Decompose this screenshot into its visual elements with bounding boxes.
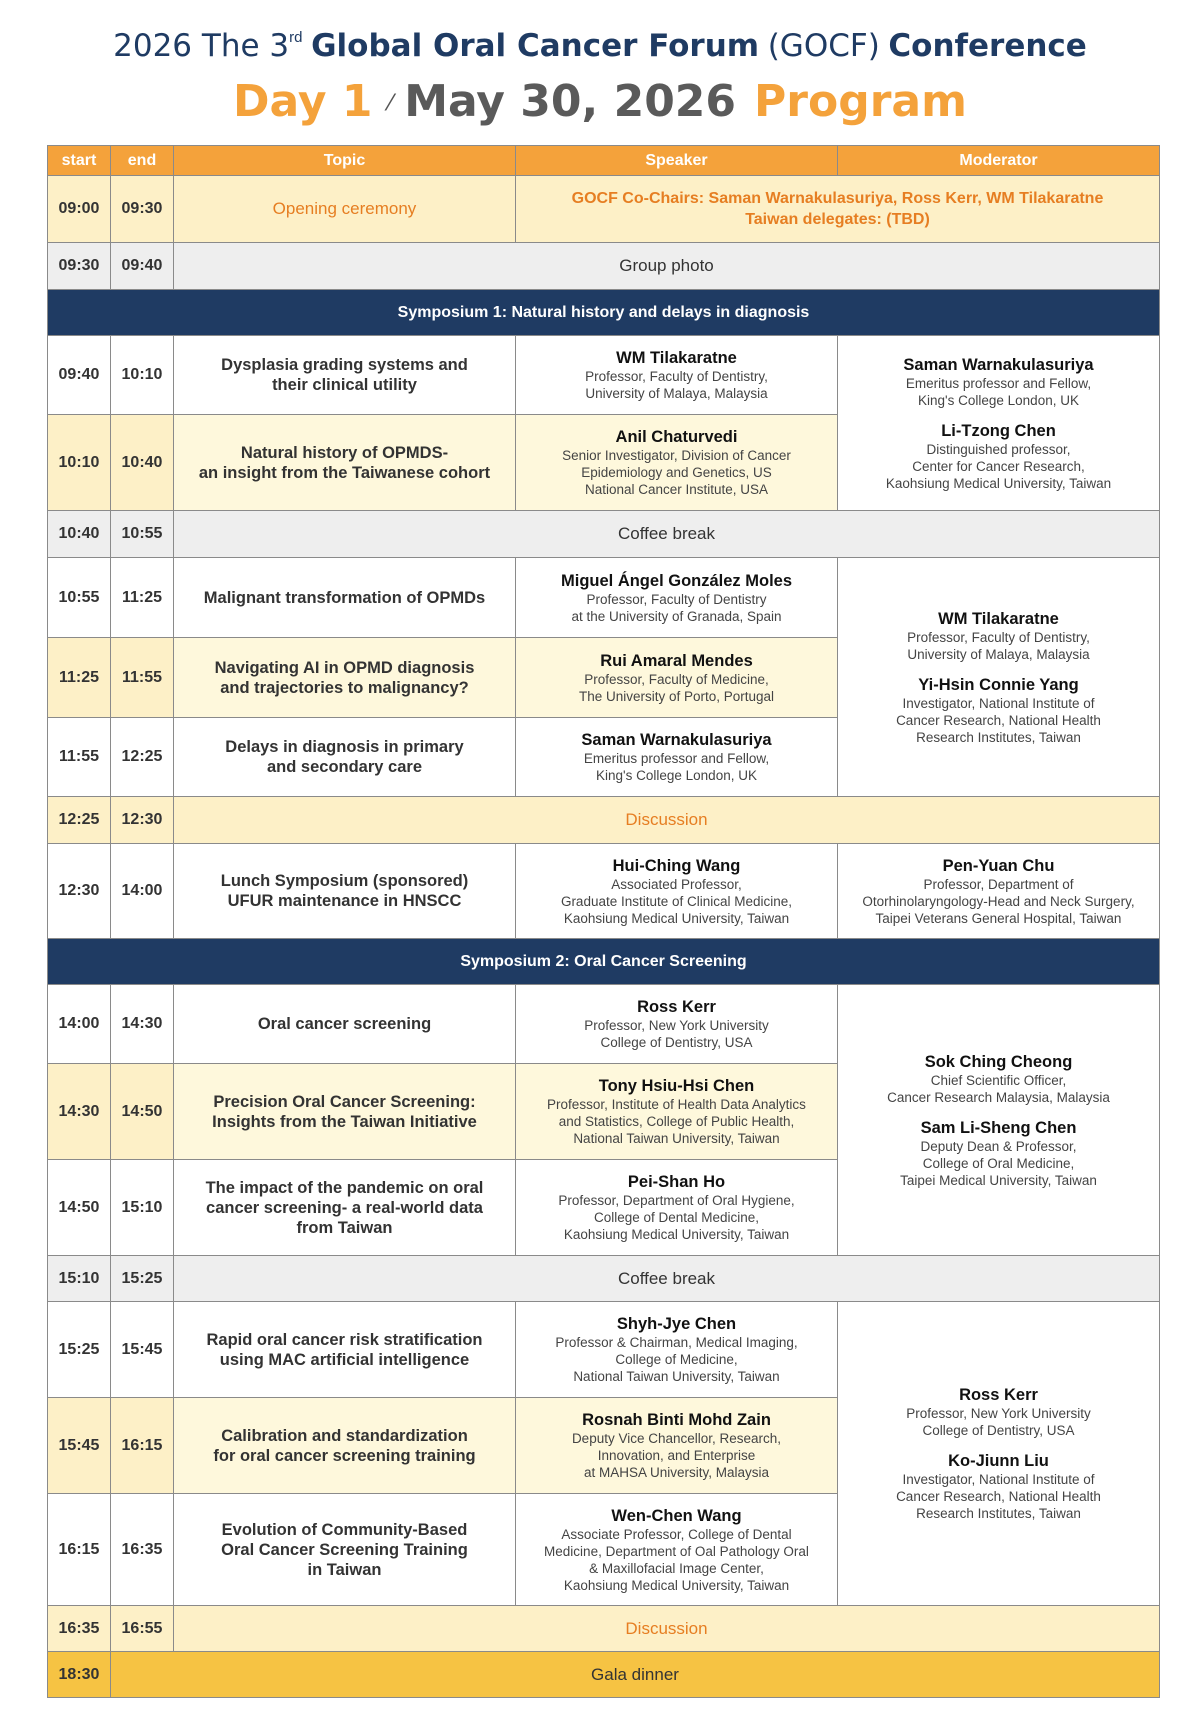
moderator-affiliation: Emeritus professor and Fellow, — [905, 375, 1092, 391]
speaker — [516, 415, 838, 511]
topic — [174, 718, 516, 797]
topic-line: for oral cancer screening training — [213, 1446, 476, 1465]
moderator-affiliation: Distinguished professor, — [926, 441, 1071, 457]
topic-line: their clinical utility — [272, 376, 417, 394]
moderator-affiliation: Research Institutes, Taiwan — [916, 729, 1081, 745]
topic-line: Rapid oral cancer risk stratification — [206, 1330, 483, 1349]
topic — [174, 336, 516, 415]
gala-dinner: Gala dinner — [111, 1652, 1160, 1698]
table-row — [48, 1606, 1160, 1652]
moderator-affiliation: College of Oral Medicine, — [922, 1155, 1075, 1171]
end-time: 16:15 — [111, 1398, 174, 1494]
moderators — [838, 985, 1160, 1256]
speaker-affiliation: Kaohsiung Medical University, Taiwan — [563, 1227, 790, 1242]
speaker-name: Hui-Ching Wang — [612, 856, 741, 875]
topic-line: and secondary care — [267, 758, 422, 776]
speaker-affiliation: Kaohsiung Medical University, Taiwan — [563, 910, 790, 926]
start-time: 12:30 — [48, 844, 111, 939]
moderator-affiliation: Otorhinolaryngology-Head and Neck Surgery, — [862, 893, 1135, 909]
moderator-name: Yi-Hsin Connie Yang — [918, 675, 1079, 694]
table-header — [48, 146, 1160, 176]
speaker-affiliation: Epidemiology and Genetics, US — [581, 465, 772, 480]
end-time: 12:30 — [111, 797, 174, 844]
end-time: 16:55 — [111, 1606, 174, 1652]
topic — [174, 1064, 516, 1160]
speaker — [516, 1494, 838, 1606]
end-time: 14:00 — [111, 844, 174, 939]
moderator-name: Saman Warnakulasuriya — [903, 355, 1094, 374]
co-chairs: GOCF Co-Chairs: Saman Warnakulasuriya, Ross Kerr, WM Tilakaratne — [571, 190, 1104, 207]
opening-speakers — [516, 176, 1160, 243]
col-end: end — [111, 146, 174, 176]
moderator-name: Ross Kerr — [959, 1386, 1038, 1404]
end-time: 14:30 — [111, 985, 174, 1064]
moderators — [838, 844, 1160, 939]
speaker — [516, 558, 838, 638]
speaker-name: Tony Hsiu-Hsi Chen — [598, 1077, 755, 1095]
speaker-affiliation: Associated Professor, — [611, 876, 742, 892]
speaker — [516, 1064, 838, 1160]
title-forum: Global Oral Cancer Forum — [311, 28, 760, 64]
table-row — [48, 985, 1160, 1064]
table-row — [48, 336, 1160, 415]
moderator-name: Li-Tzong Chen — [941, 421, 1056, 440]
speaker-affiliation: Professor, Faculty of Dentistry, — [585, 369, 768, 384]
speaker — [516, 1160, 838, 1256]
moderator-affiliation: King's College London, UK — [918, 392, 1079, 408]
start-time: 09:40 — [48, 336, 111, 415]
end-time: 10:10 — [111, 336, 174, 415]
speaker-name: Anil Chaturvedi — [615, 428, 738, 446]
speaker-affiliation: Innovation, and Enterprise — [597, 1448, 756, 1463]
speaker-affiliation: National Taiwan University, Taiwan — [573, 1369, 780, 1384]
start-time: 10:40 — [48, 511, 111, 558]
start-time: 15:45 — [48, 1398, 111, 1494]
topic — [174, 415, 516, 511]
topic-line: UFUR maintenance in HNSCC — [227, 892, 462, 910]
speaker-affiliation: Senior Investigator, Division of Cancer — [562, 448, 791, 463]
topic-line: Lunch Symposium (sponsored) — [220, 872, 469, 890]
topic-line: an insight from the Taiwanese cohort — [198, 463, 491, 482]
speaker-affiliation: Professor, Institute of Health Data Analytics — [547, 1097, 806, 1112]
moderator-affiliation: Center for Cancer Research, — [912, 458, 1085, 474]
moderator-name: Sam Li-Sheng Chen — [920, 1118, 1077, 1137]
speaker-affiliation: Professor, Faculty of Medicine, — [584, 671, 769, 687]
speaker-affiliation: The University of Porto, Portugal — [578, 688, 775, 704]
moderators — [838, 1302, 1160, 1606]
moderator-affiliation: Investigator, National Institute of — [902, 695, 1095, 711]
start-time: 18:30 — [48, 1652, 111, 1698]
title-abbr: (GOCF) — [767, 28, 880, 64]
col-start: start — [48, 146, 111, 176]
start-time: 14:30 — [48, 1064, 111, 1160]
speaker-affiliation: Associate Professor, College of Dental — [561, 1526, 792, 1542]
start-time: 16:15 — [48, 1494, 111, 1606]
topic-line: cancer screening- a real-world data — [206, 1198, 483, 1217]
speaker — [516, 844, 838, 939]
topic-line: in Taiwan — [307, 1560, 382, 1579]
topic-line: Oral cancer screening — [257, 1015, 432, 1033]
table-row — [48, 511, 1160, 558]
speaker-affiliation: & Maxillofacial Image Center, — [589, 1560, 764, 1576]
speaker-name: Shyh-Jye Chen — [616, 1315, 737, 1333]
table-row — [48, 176, 1160, 243]
topic-line: Delays in diagnosis in primary — [225, 738, 464, 756]
speaker-name: WM Tilakaratne — [616, 349, 737, 367]
moderator-affiliation: Cancer Research Malaysia, Malaysia — [887, 1089, 1110, 1105]
moderator-affiliation: Chief Scientific Officer, — [930, 1072, 1067, 1088]
moderator-affiliation: Taipei Medical University, Taiwan — [900, 1172, 1097, 1188]
moderators — [838, 336, 1160, 511]
table-row — [48, 1256, 1160, 1302]
topic-line: and trajectories to malignancy? — [220, 678, 469, 697]
topic — [174, 1160, 516, 1256]
topic — [174, 558, 516, 638]
speaker-affiliation: Deputy Vice Chancellor, Research, — [571, 1431, 782, 1446]
discussion: Discussion — [174, 797, 1160, 844]
end-time: 10:40 — [111, 415, 174, 511]
table-row — [48, 1652, 1160, 1698]
start-time: 10:55 — [48, 558, 111, 638]
start-time: 10:10 — [48, 415, 111, 511]
table-row — [48, 558, 1160, 638]
moderator-affiliation: Professor, New York University — [906, 1406, 1091, 1421]
moderator-affiliation: College of Dentistry, USA — [922, 1423, 1075, 1438]
start-time: 11:25 — [48, 638, 111, 718]
topic-line: Natural history of OPMDS- — [240, 443, 449, 462]
speaker-name: Rosnah Binti Mohd Zain — [582, 1411, 771, 1429]
program-table — [47, 145, 1160, 1698]
moderator-affiliation: Kaohsiung Medical University, Taiwan — [885, 475, 1112, 491]
speaker-affiliation: Professor & Chairman, Medical Imaging, — [555, 1335, 798, 1350]
coffee-break: Coffee break — [174, 1256, 1160, 1302]
col-topic: Topic — [174, 146, 516, 176]
moderator-name: Ko-Jiunn Liu — [948, 1452, 1049, 1470]
speaker-affiliation: King's College London, UK — [596, 768, 757, 783]
end-time: 15:10 — [111, 1160, 174, 1256]
taiwan-delegates: Taiwan delegates: (TBD) — [745, 211, 930, 228]
end-time: 12:25 — [111, 718, 174, 797]
topic-line: Insights from the Taiwan Initiative — [212, 1112, 477, 1131]
moderator-affiliation: Professor, Department of — [923, 876, 1074, 892]
end-time: 09:40 — [111, 243, 174, 290]
speaker-affiliation: Kaohsiung Medical University, Taiwan — [563, 1577, 790, 1593]
speaker — [516, 1398, 838, 1494]
end-time: 11:25 — [111, 558, 174, 638]
speaker-affiliation: National Taiwan University, Taiwan — [573, 1131, 780, 1146]
table-row — [48, 797, 1160, 844]
speaker — [516, 638, 838, 718]
topic — [174, 638, 516, 718]
moderator-affiliation: Investigator, National Institute of — [902, 1472, 1095, 1487]
title-ordinal: rd — [289, 29, 303, 46]
moderator-affiliation: Deputy Dean & Professor, — [920, 1138, 1077, 1154]
topic-line: using MAC artificial intelligence — [219, 1350, 470, 1369]
start-time: 16:35 — [48, 1606, 111, 1652]
group-photo: Group photo — [174, 243, 1160, 290]
symposium-2-title: Symposium 2: Oral Cancer Screening — [48, 939, 1160, 985]
end-time: 15:45 — [111, 1302, 174, 1398]
speaker-affiliation: College of Dental Medicine, — [593, 1210, 760, 1225]
speaker-name: Pei-Shan Ho — [627, 1173, 726, 1191]
end-time: 09:30 — [111, 176, 174, 243]
speaker-affiliation: at MAHSA University, Malaysia — [583, 1465, 770, 1480]
topic-line: from Taiwan — [296, 1218, 393, 1237]
speaker-affiliation: College of Dentistry, USA — [600, 1035, 753, 1050]
col-moderator: Moderator — [838, 146, 1160, 176]
topic-line: Navigating AI in OPMD diagnosis — [214, 658, 475, 677]
moderator-name: Sok Ching Cheong — [924, 1052, 1073, 1071]
speaker — [516, 718, 838, 797]
speaker-affiliation: Professor, Department of Oral Hygiene, — [558, 1193, 795, 1208]
slash-divider: ⁄ — [388, 91, 393, 116]
speaker-name: Wen-Chen Wang — [611, 1506, 742, 1525]
end-time: 11:55 — [111, 638, 174, 718]
moderator-affiliation: University of Malaya, Malaysia — [907, 646, 1090, 662]
discussion: Discussion — [174, 1606, 1160, 1652]
speaker-name: Miguel Ángel González Moles — [560, 571, 793, 590]
start-time: 15:25 — [48, 1302, 111, 1398]
topic-line: Oral Cancer Screening Training — [221, 1540, 468, 1559]
speaker-affiliation: Emeritus professor and Fellow, — [583, 751, 770, 766]
start-time: 12:25 — [48, 797, 111, 844]
topic-line: The impact of the pandemic on oral — [205, 1178, 484, 1197]
table-row — [48, 844, 1160, 939]
day-label: Day 1 — [233, 76, 373, 127]
speaker-affiliation: and Statistics, College of Public Health, — [558, 1114, 795, 1129]
conference-title — [0, 28, 1200, 64]
speaker-affiliation: Professor, New York University — [584, 1018, 769, 1033]
table-row — [48, 1302, 1160, 1398]
coffee-break: Coffee break — [174, 511, 1160, 558]
symposium-header — [48, 939, 1160, 985]
moderator-name: WM Tilakaratne — [938, 609, 1059, 628]
symposium-header — [48, 290, 1160, 336]
start-time: 09:00 — [48, 176, 111, 243]
end-time: 14:50 — [111, 1064, 174, 1160]
speaker — [516, 1302, 838, 1398]
start-time: 09:30 — [48, 243, 111, 290]
speaker-name: Rui Amaral Mendes — [600, 651, 753, 670]
col-speaker: Speaker — [516, 146, 838, 176]
topic-line: Calibration and standardization — [221, 1426, 468, 1445]
speaker — [516, 985, 838, 1064]
speaker-affiliation: at the University of Granada, Spain — [571, 608, 782, 624]
speaker-affiliation: Graduate Institute of Clinical Medicine, — [560, 893, 793, 909]
table-row — [48, 243, 1160, 290]
topic — [174, 1494, 516, 1606]
start-time: 11:55 — [48, 718, 111, 797]
start-time: 14:50 — [48, 1160, 111, 1256]
speaker-affiliation: College of Medicine, — [615, 1352, 738, 1367]
end-time: 10:55 — [111, 511, 174, 558]
moderators — [838, 558, 1160, 797]
topic-line: Dysplasia grading systems and — [221, 356, 468, 374]
speaker-name: Ross Kerr — [637, 998, 716, 1016]
moderator-affiliation: Cancer Research, National Health — [896, 1489, 1101, 1504]
topic-line: Evolution of Community-Based — [221, 1520, 468, 1539]
speaker — [516, 336, 838, 415]
topic — [174, 1302, 516, 1398]
day-date: May 30, 2026 — [404, 76, 737, 127]
end-time: 16:35 — [111, 1494, 174, 1606]
topic — [174, 844, 516, 939]
topic — [174, 985, 516, 1064]
speaker-affiliation: Professor, Faculty of Dentistry — [586, 591, 767, 607]
moderator-affiliation: Cancer Research, National Health — [896, 712, 1101, 728]
speaker-affiliation: National Cancer Institute, USA — [584, 482, 769, 497]
speaker-name: Saman Warnakulasuriya — [581, 731, 772, 749]
topic: Opening ceremony — [174, 176, 516, 243]
speaker-affiliation: University of Malaya, Malaysia — [585, 386, 768, 401]
title-year: 2026 The 3 — [113, 28, 290, 64]
day-title — [0, 76, 1200, 127]
title-conference: Conference — [888, 28, 1087, 64]
moderator-affiliation: Taipei Veterans General Hospital, Taiwan — [875, 910, 1122, 926]
start-time: 14:00 — [48, 985, 111, 1064]
symposium-1-title: Symposium 1: Natural history and delays in diagnosis — [48, 290, 1160, 336]
moderator-affiliation: Professor, Faculty of Dentistry, — [907, 629, 1090, 645]
speaker-affiliation: Medicine, Department of Oal Pathology Oral — [544, 1543, 809, 1559]
topic-line: Malignant transformation of OPMDs — [203, 588, 486, 607]
start-time: 15:10 — [48, 1256, 111, 1302]
topic-line: Precision Oral Cancer Screening: — [213, 1092, 476, 1111]
moderator-name: Pen-Yuan Chu — [942, 856, 1055, 875]
topic — [174, 1398, 516, 1494]
program-label: Program — [754, 76, 967, 127]
moderator-affiliation: Research Institutes, Taiwan — [916, 1506, 1081, 1521]
end-time: 15:25 — [111, 1256, 174, 1302]
